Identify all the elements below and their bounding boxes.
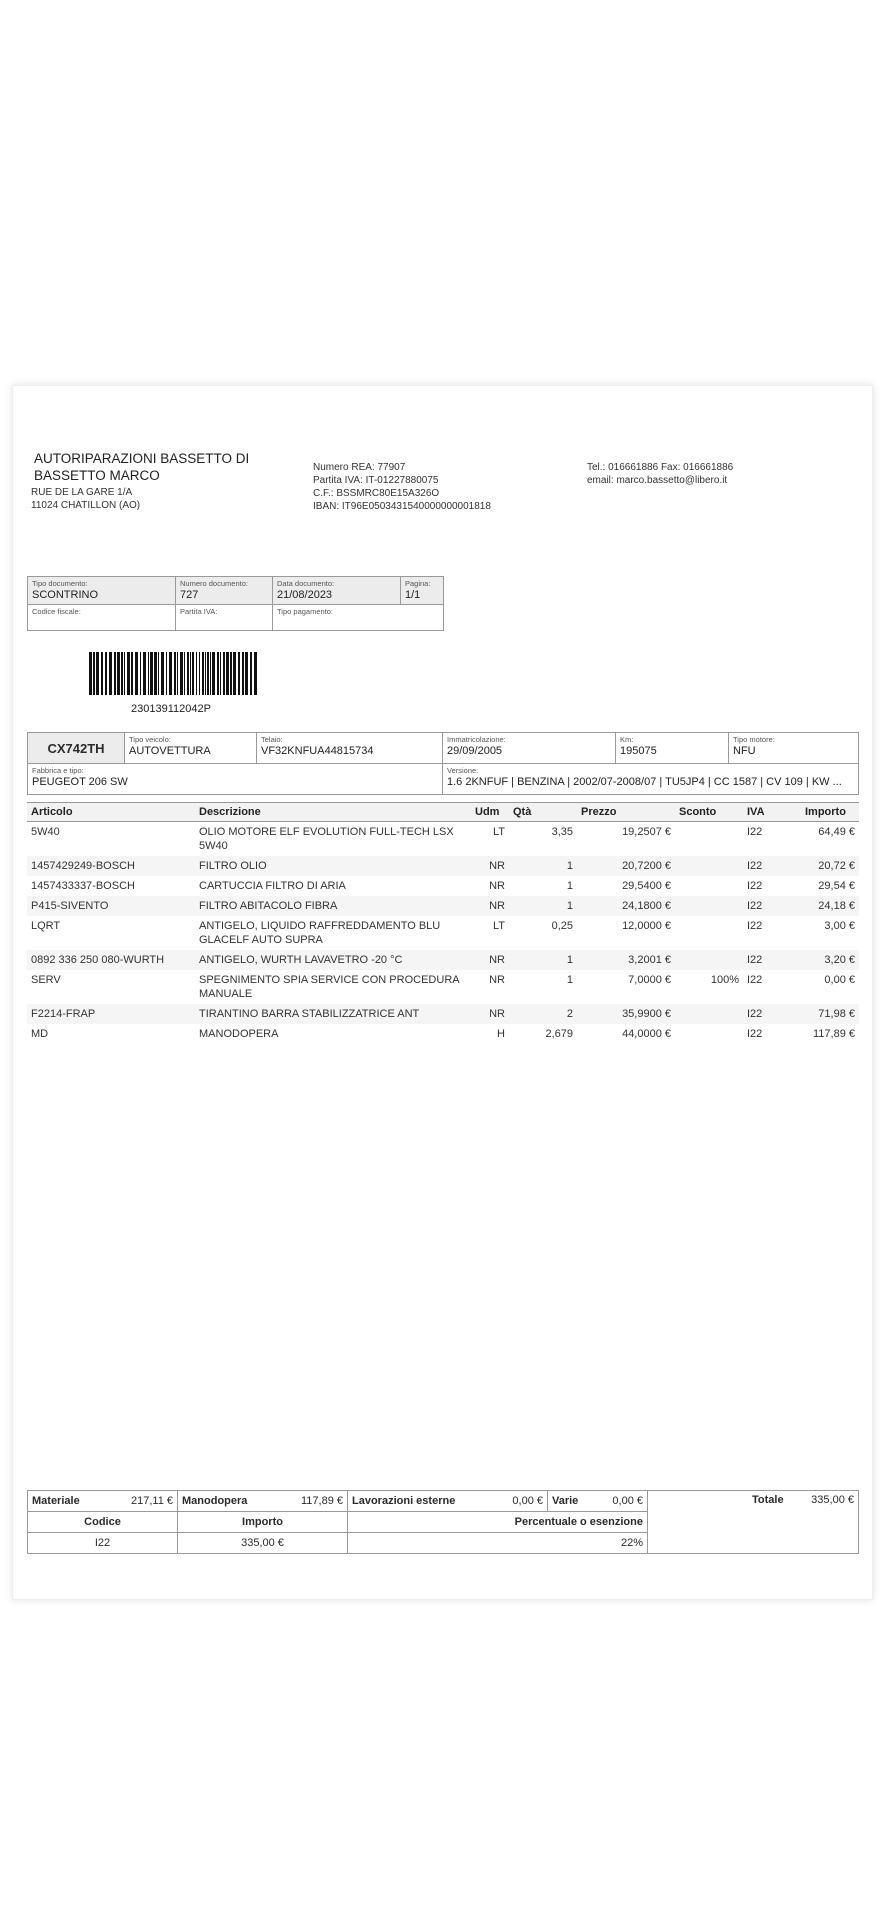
table-row bbox=[27, 822, 859, 857]
barcode-bar bbox=[210, 652, 211, 695]
table-row bbox=[27, 1024, 859, 1044]
contact-block bbox=[587, 461, 733, 487]
col-prezzo: Prezzo bbox=[577, 803, 675, 822]
barcode-bar bbox=[180, 652, 183, 695]
table-row bbox=[27, 856, 859, 876]
cell-articolo: 5W40 bbox=[31, 826, 60, 838]
rea-number: Numero REA: 77907 bbox=[313, 462, 406, 473]
version: 1.6 2KNFUF | BENZINA | 2002/07-2008/07 | TU5JP4 | CC 1587 | CV 109 | KW ... bbox=[447, 776, 842, 788]
percentuale-header: Percentuale o esenzione bbox=[348, 1512, 648, 1533]
cell-sconto bbox=[675, 822, 743, 857]
barcode-bar bbox=[254, 652, 257, 695]
cell-sconto bbox=[675, 876, 743, 896]
cell-articolo: 1457433337-BOSCH bbox=[31, 880, 135, 892]
cell-iva: I22 bbox=[747, 974, 763, 986]
barcode-bar bbox=[174, 652, 176, 695]
barcode-bar bbox=[143, 652, 146, 695]
fiscal-code-cell: Codice fiscale: bbox=[28, 605, 176, 631]
cell-descrizione: SPEGNIMENTO SPIA SERVICE CON PROCEDURA MANUALE bbox=[199, 974, 459, 1000]
items-header-row bbox=[27, 803, 859, 822]
barcode-bar bbox=[117, 652, 120, 695]
barcode-bar bbox=[105, 652, 107, 695]
barcode-bar bbox=[154, 652, 157, 695]
barcode-bar bbox=[148, 652, 149, 695]
barcode-bar bbox=[158, 652, 159, 695]
barcode-bar bbox=[140, 652, 141, 695]
doc-number-cell: Numero documento: 727 bbox=[176, 577, 273, 605]
doc-page-cell: Pagina: 1/1 bbox=[401, 577, 444, 605]
barcode-bar bbox=[109, 652, 112, 695]
cell-iva: I22 bbox=[743, 1004, 801, 1024]
cell-descrizione: CARTUCCIA FILTRO DI ARIA bbox=[199, 880, 346, 892]
cell-sconto bbox=[675, 856, 743, 876]
cell-importo: 0,00 € bbox=[824, 974, 855, 986]
col-descrizione: Descrizione bbox=[195, 803, 471, 822]
cell-udm: NR bbox=[471, 856, 509, 876]
table-row bbox=[27, 1004, 859, 1024]
varie-value: 0,00 € bbox=[612, 1495, 643, 1507]
barcode-bar bbox=[169, 652, 172, 695]
payment-type-cell: Tipo pagamento: bbox=[273, 605, 444, 631]
barcode-bar bbox=[131, 652, 133, 695]
cell-articolo: 0892 336 250 080-WURTH bbox=[27, 950, 195, 970]
cell-prezzo: 3,2001 € bbox=[577, 950, 675, 970]
vehicle-type: AUTOVETTURA bbox=[129, 745, 211, 757]
manodopera-value: 117,89 € bbox=[300, 1495, 343, 1507]
cell-sconto bbox=[675, 916, 743, 950]
cell-articolo: F2214-FRAP bbox=[27, 1004, 195, 1024]
cell-udm: NR bbox=[489, 880, 505, 892]
barcode-bar bbox=[196, 652, 197, 695]
cell-qta: 1 bbox=[509, 896, 577, 916]
cell-iva: I22 bbox=[743, 896, 801, 916]
address-line1: RUE DE LA GARE 1/A bbox=[31, 487, 133, 498]
cell-sconto: 100% bbox=[710, 974, 739, 986]
col-importo: Importo bbox=[801, 803, 859, 822]
registration-date: 29/09/2005 bbox=[447, 745, 503, 757]
table-row bbox=[27, 916, 859, 950]
barcode-bar bbox=[230, 652, 232, 695]
make-model: PEUGEOT 206 SW bbox=[32, 776, 128, 788]
table-row bbox=[27, 950, 859, 970]
cell-sconto bbox=[675, 950, 743, 970]
vat-number: Partita IVA: IT-01227880075 bbox=[313, 475, 439, 486]
barcode-bar bbox=[114, 652, 116, 695]
barcode-bar bbox=[177, 652, 178, 695]
cell-importo: 64,49 € bbox=[818, 826, 855, 838]
cell-descrizione: ANTIGELO, LIQUIDO RAFFREDDAMENTO BLU GLACELF AUTO SUPRA bbox=[199, 920, 441, 946]
cell-udm: NR bbox=[471, 1004, 509, 1024]
barcode-bar bbox=[192, 652, 194, 695]
doc-page: 1/1 bbox=[405, 589, 421, 601]
cell-sconto bbox=[675, 1004, 743, 1024]
cell-prezzo: 20,7200 € bbox=[577, 856, 675, 876]
barcode-bar bbox=[233, 652, 236, 695]
barcode bbox=[89, 652, 259, 695]
cell-prezzo: 7,0000 € bbox=[628, 974, 671, 986]
cell-descrizione: MANODOPERA bbox=[199, 1028, 279, 1040]
cell-qta: 0,25 bbox=[551, 920, 573, 932]
barcode-bar bbox=[150, 652, 153, 695]
cell-descrizione: ANTIGELO, WURTH LAVAVETRO -20 °C bbox=[195, 950, 471, 970]
barcode-bar bbox=[205, 652, 206, 695]
vat-percent: 22% bbox=[348, 1533, 648, 1554]
tax-code: C.F.: BSSMRC80E15A326O bbox=[313, 488, 440, 499]
cell-importo: 71,98 € bbox=[801, 1004, 859, 1024]
cell-iva: I22 bbox=[747, 826, 763, 838]
col-qta: Qtà bbox=[509, 803, 577, 822]
customer-vat-cell: Partita IVA: bbox=[176, 605, 273, 631]
lavorazioni-cell: Lavorazioni esterne 0,00 € bbox=[348, 1491, 548, 1512]
cell-iva: I22 bbox=[743, 950, 801, 970]
barcode-bar bbox=[166, 652, 167, 695]
items-body bbox=[27, 822, 859, 1045]
registration-date-cell: Immatricolazione: 29/09/2005 bbox=[443, 733, 616, 764]
materiale-value: 217,11 € bbox=[130, 1495, 173, 1507]
doc-number: 727 bbox=[180, 589, 199, 601]
email: email: marco.bassetto@libero.it bbox=[587, 475, 728, 486]
barcode-bar bbox=[238, 652, 240, 695]
receipt-document bbox=[12, 385, 873, 1600]
registration-block bbox=[313, 461, 491, 513]
company-address bbox=[31, 486, 140, 512]
background-top bbox=[0, 0, 883, 380]
barcode-bar bbox=[250, 652, 252, 695]
barcode-bar bbox=[96, 652, 99, 695]
engine-type-cell: Tipo motore: NFU bbox=[729, 733, 859, 764]
col-iva: IVA bbox=[743, 803, 801, 822]
cell-sconto bbox=[675, 1024, 743, 1044]
cell-iva: I22 bbox=[747, 880, 763, 892]
license-plate: CX742TH bbox=[28, 733, 125, 764]
cell-importo: 20,72 € bbox=[801, 856, 859, 876]
cell-descrizione: TIRANTINO BARRA STABILIZZATRICE ANT bbox=[195, 1004, 471, 1024]
vat-amount: 335,00 € bbox=[178, 1533, 348, 1554]
col-udm: Udm bbox=[471, 803, 509, 822]
address-line2: 11024 CHATILLON (AO) bbox=[31, 500, 141, 511]
summary-table bbox=[27, 1490, 859, 1554]
barcode-bar bbox=[220, 652, 221, 695]
cell-qta: 3,35 bbox=[551, 826, 573, 838]
company-name: AUTORIPARAZIONI BASSETTO DI BASSETTO MARCO bbox=[34, 451, 250, 483]
materiale-cell: Materiale 217,11 € bbox=[28, 1491, 178, 1512]
cell-udm: NR bbox=[471, 950, 509, 970]
col-articolo: Articolo bbox=[27, 803, 195, 822]
barcode-bar bbox=[217, 652, 219, 695]
doc-type: SCONTRINO bbox=[32, 589, 98, 601]
barcode-bar bbox=[190, 652, 191, 695]
vehicle-info-table bbox=[27, 732, 859, 795]
km-value: 195075 bbox=[620, 745, 657, 757]
cell-articolo: MD bbox=[31, 1028, 49, 1040]
version-cell: Versione: 1.6 2KNFUF | BENZINA | 2002/07-2008/07 | TU5JP4 | CC 1587 | CV 109 | KW ... bbox=[443, 764, 859, 795]
cell-prezzo: 19,2507 € bbox=[622, 826, 671, 838]
importo-header: Importo bbox=[178, 1512, 348, 1533]
cell-descrizione: FILTRO OLIO bbox=[195, 856, 471, 876]
cell-articolo: SERV bbox=[31, 974, 61, 986]
cell-prezzo: 24,1800 € bbox=[577, 896, 675, 916]
cell-qta: 2,679 bbox=[545, 1028, 573, 1040]
background-bottom bbox=[0, 1600, 883, 1920]
table-row bbox=[27, 896, 859, 916]
codice-header: Codice bbox=[28, 1512, 178, 1533]
cell-articolo: 1457429249-BOSCH bbox=[27, 856, 195, 876]
barcode-bar bbox=[121, 652, 123, 695]
cell-qta: 1 bbox=[509, 950, 577, 970]
barcode-bar bbox=[135, 652, 138, 695]
chassis-number: VF32KNFUA44815734 bbox=[261, 745, 374, 757]
cell-iva: I22 bbox=[747, 1028, 763, 1040]
cell-qta: 1 bbox=[509, 856, 577, 876]
cell-udm: NR bbox=[471, 896, 509, 916]
cell-udm: LT bbox=[492, 826, 505, 838]
barcode-bar bbox=[124, 652, 125, 695]
items-table bbox=[27, 802, 859, 1044]
cell-udm: LT bbox=[492, 920, 505, 932]
barcode-bar bbox=[127, 652, 130, 695]
cell-descrizione: FILTRO ABITACOLO FIBRA bbox=[195, 896, 471, 916]
barcode-bar bbox=[242, 652, 244, 695]
cell-iva: I22 bbox=[747, 920, 763, 932]
barcode-bar bbox=[184, 652, 185, 695]
barcode-bar bbox=[223, 652, 225, 695]
cell-importo: 3,00 € bbox=[824, 920, 855, 932]
manodopera-cell: Manodopera 117,89 € bbox=[178, 1491, 348, 1512]
vat-code: I22 bbox=[28, 1533, 178, 1554]
barcode-bar bbox=[101, 652, 103, 695]
cell-prezzo: 29,5400 € bbox=[622, 880, 671, 892]
engine-type: NFU bbox=[733, 745, 756, 757]
barcode-bar bbox=[245, 652, 248, 695]
col-sconto: Sconto bbox=[675, 803, 743, 822]
varie-cell: Varie 0,00 € bbox=[548, 1491, 648, 1512]
barcode-bar bbox=[212, 652, 215, 695]
doc-date-cell: Data documento: 21/08/2023 bbox=[273, 577, 401, 605]
cell-importo: 24,18 € bbox=[801, 896, 859, 916]
table-row bbox=[27, 876, 859, 896]
barcode-number: 230139112042P bbox=[131, 703, 211, 715]
barcode-bar bbox=[207, 652, 209, 695]
chassis-cell: Telaio: VF32KNFUA44815734 bbox=[257, 733, 443, 764]
doc-type-cell: Tipo documento: SCONTRINO bbox=[28, 577, 176, 605]
doc-date: 21/08/2023 bbox=[277, 589, 333, 601]
phone-fax: Tel.: 016661886 Fax: 016661886 bbox=[587, 462, 734, 473]
document-info-table bbox=[27, 576, 444, 631]
barcode-bar bbox=[226, 652, 229, 695]
make-model-cell: Fabbrica e tipo: PEUGEOT 206 SW bbox=[28, 764, 443, 795]
cell-prezzo: 44,0000 € bbox=[622, 1028, 671, 1040]
barcode-bar bbox=[89, 652, 92, 695]
cell-importo: 29,54 € bbox=[818, 880, 855, 892]
barcode-bar bbox=[202, 652, 204, 695]
cell-qta: 1 bbox=[566, 974, 573, 986]
cell-prezzo: 35,9900 € bbox=[577, 1004, 675, 1024]
cell-sconto bbox=[675, 896, 743, 916]
barcode-bar bbox=[161, 652, 164, 695]
table-row bbox=[27, 970, 859, 1004]
cell-qta: 1 bbox=[566, 880, 573, 892]
barcode-bar bbox=[93, 652, 95, 695]
lavorazioni-value: 0,00 € bbox=[512, 1495, 543, 1507]
vehicle-type-cell: Tipo veicolo: AUTOVETTURA bbox=[125, 733, 257, 764]
barcode-bar bbox=[187, 652, 189, 695]
cell-prezzo: 12,0000 € bbox=[622, 920, 671, 932]
km-cell: Km: 195075 bbox=[616, 733, 729, 764]
cell-articolo: LQRT bbox=[31, 920, 61, 932]
cell-descrizione: OLIO MOTORE ELF EVOLUTION FULL-TECH LSX 5W40 bbox=[199, 826, 454, 852]
iban: IBAN: IT96E0503431540000000001818 bbox=[313, 501, 491, 512]
cell-iva: I22 bbox=[743, 856, 801, 876]
totale-cell: Totale 335,00 € bbox=[648, 1491, 859, 1554]
barcode-bar bbox=[199, 652, 200, 695]
totale-value: 335,00 € bbox=[811, 1494, 854, 1506]
cell-articolo: P415-SIVENTO bbox=[27, 896, 195, 916]
cell-udm: NR bbox=[489, 974, 505, 986]
cell-importo: 117,89 € bbox=[812, 1028, 855, 1040]
cell-qta: 2 bbox=[509, 1004, 577, 1024]
cell-udm: H bbox=[497, 1028, 505, 1040]
cell-importo: 3,20 € bbox=[801, 950, 859, 970]
